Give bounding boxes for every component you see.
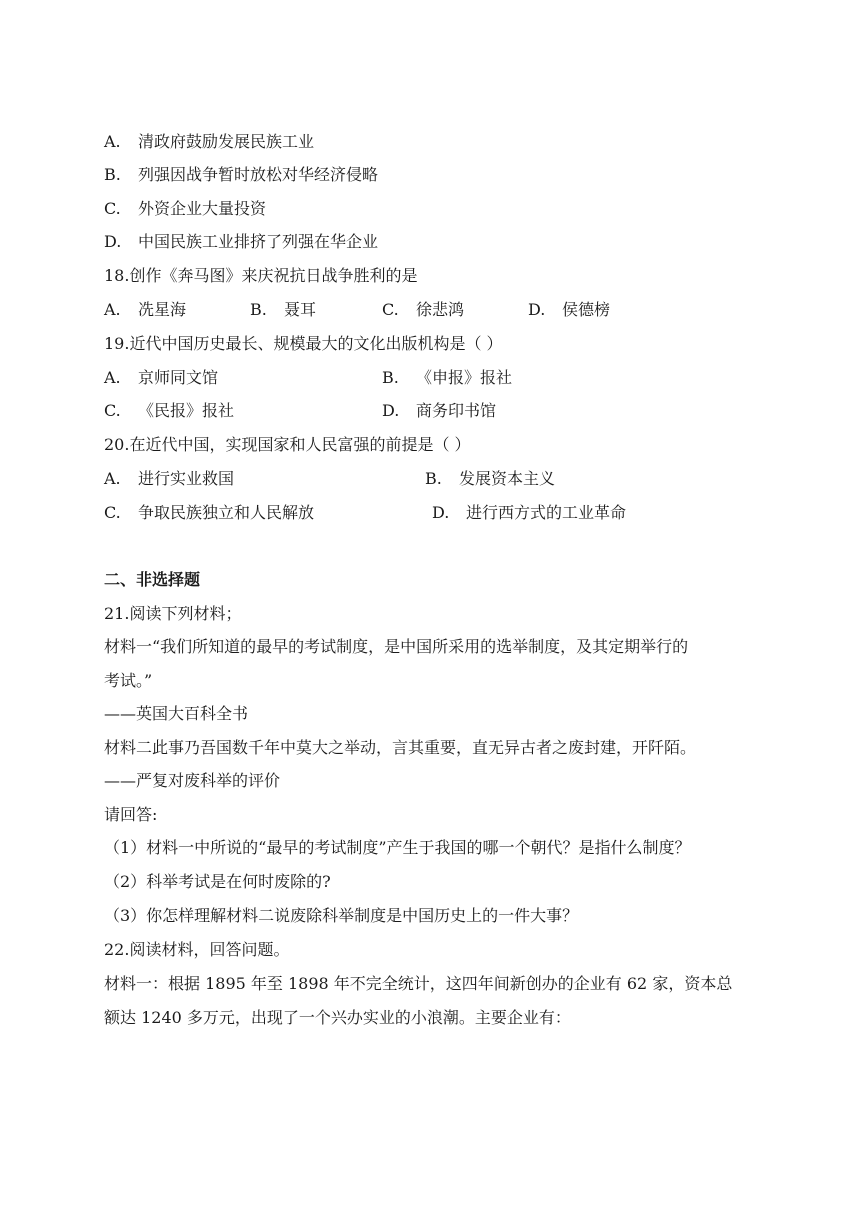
q21-stem: 21.阅读下列材料； xyxy=(104,604,242,623)
option-text: 冼星海 xyxy=(138,300,187,319)
option-letter: B. xyxy=(250,300,267,319)
option-letter: A. xyxy=(104,132,121,151)
option-letter: C. xyxy=(382,300,399,319)
q22-material1-line2: 额达 1240 多万元，出现了一个兴办实业的小浪潮。主要企业有： xyxy=(104,1008,571,1027)
q19-option-d xyxy=(382,401,496,421)
option-text: 清政府鼓励发展民族工业 xyxy=(138,132,315,151)
option-text: 中国民族工业排挤了列强在华企业 xyxy=(138,232,379,251)
q20-option-b xyxy=(425,469,555,489)
option-letter: B. xyxy=(425,469,442,488)
q19-stem: 19.近代中国历史最长、规模最大的文化出版机构是（ ） xyxy=(104,334,503,353)
option-letter: D. xyxy=(382,401,400,420)
option-letter: B. xyxy=(104,165,121,184)
option-text: 发展资本主义 xyxy=(459,469,556,488)
q21-sub-question-3: （3）你怎样理解材料二说废除科举制度是中国历史上的一件大事？ xyxy=(104,906,579,925)
option-text: 进行实业救国 xyxy=(138,469,235,488)
q18-option-c xyxy=(382,300,464,320)
q21-sub-question-1: （1）材料一中所说的“最早的考试制度”产生于我国的哪一个朝代？是指什么制度？ xyxy=(104,838,691,857)
option-text: 列强因战争暂时放松对华经济侵略 xyxy=(138,165,379,184)
option-letter: A. xyxy=(104,300,121,319)
option-text: 商务印书馆 xyxy=(416,401,497,420)
option-text: 聂耳 xyxy=(284,300,317,319)
q21-prompt: 请回答: xyxy=(104,805,158,824)
option-text: 侯德榜 xyxy=(562,300,611,319)
q20-option-c xyxy=(104,503,314,523)
option-letter: C. xyxy=(104,199,121,218)
q21-sub-question-2: （2）科举考试是在何时废除的? xyxy=(104,872,331,891)
q17-option-c xyxy=(104,199,266,219)
option-text: 徐悲鸿 xyxy=(416,300,465,319)
q19-option-b xyxy=(382,368,512,388)
q20-option-a xyxy=(104,469,234,489)
q21-material2: 材料二此事乃吾国数千年中莫大之举动，言其重要，直无异古者之废封建，开阡陌。 xyxy=(104,738,697,757)
q17-option-a xyxy=(104,132,314,152)
option-letter: C. xyxy=(104,503,121,522)
option-text: 《民报》报社 xyxy=(138,401,235,420)
option-text: 争取民族独立和人民解放 xyxy=(138,503,315,522)
q19-option-a xyxy=(104,368,218,388)
q18-option-b xyxy=(250,300,316,320)
q19-option-c xyxy=(104,401,234,421)
option-letter: A. xyxy=(104,368,121,387)
q21-source2: ——严复对废科举的评价 xyxy=(104,771,281,790)
option-letter: D. xyxy=(528,300,546,319)
option-letter: D. xyxy=(432,503,450,522)
q21-material1-line1: 材料一“我们所知道的最早的考试制度，是中国所采用的选举制度，及其定期举行的 xyxy=(104,637,689,656)
q20-option-d xyxy=(432,503,626,523)
q21-source1: ——英国大百科全书 xyxy=(104,704,249,723)
option-text: 进行西方式的工业革命 xyxy=(466,503,627,522)
option-letter: C. xyxy=(104,401,121,420)
q21-material1-line2: 考试。” xyxy=(104,671,153,690)
option-text: 《申报》报社 xyxy=(416,368,513,387)
option-text: 外资企业大量投资 xyxy=(138,199,267,218)
option-letter: D. xyxy=(104,232,122,251)
q17-option-d xyxy=(104,232,378,252)
q22-material1-line1: 材料一：根据 1895 年至 1898 年不完全统计，这四年间新创办的企业有 62 家，资本总 xyxy=(104,974,733,993)
option-text: 京师同文馆 xyxy=(138,368,219,387)
q20-stem: 20.在近代中国，实现国家和人民富强的前提是（ ） xyxy=(104,435,471,454)
section-heading: 二、非选择题 xyxy=(104,570,201,589)
q18-stem: 18.创作《奔马图》来庆祝抗日战争胜利的是 xyxy=(104,266,418,285)
q22-stem: 22.阅读材料，回答问题。 xyxy=(104,940,290,959)
q18-option-d xyxy=(528,300,610,320)
q18-option-a xyxy=(104,300,186,320)
option-letter: A. xyxy=(104,469,121,488)
q17-option-b xyxy=(104,165,378,185)
option-letter: B. xyxy=(382,368,399,387)
